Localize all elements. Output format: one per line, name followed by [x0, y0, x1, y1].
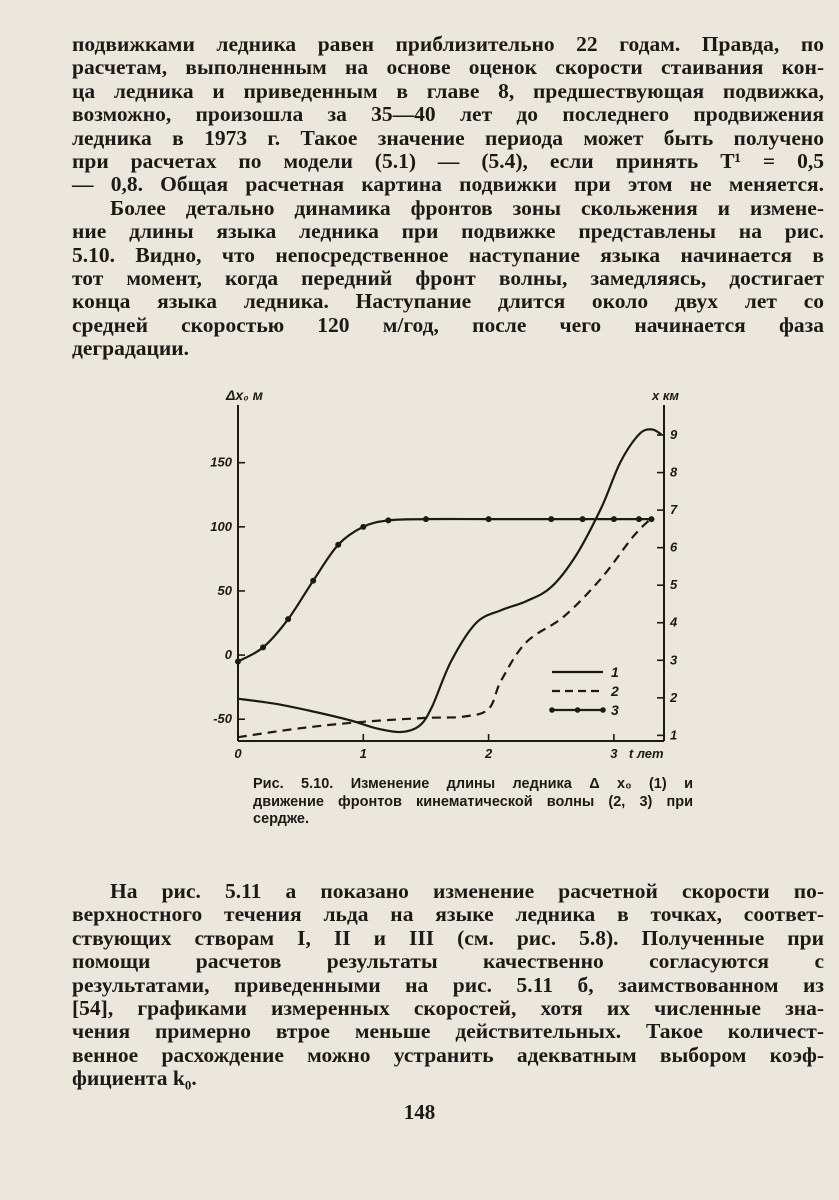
- legend-label-3: 3: [611, 702, 619, 718]
- series-3-point: [385, 517, 391, 523]
- series-3-point: [235, 658, 241, 664]
- text-line: ние длины языка ледника при подвижке представлены на рис.: [72, 219, 824, 244]
- text-line: 5.10. Видно, что непосредственное наступание языка начинается в: [72, 242, 824, 267]
- text-line: средней скоростью 120 м/год, после чего начинается фаза: [72, 312, 824, 337]
- text-line: возможно, произошла за 35—40 лет до последнего продвижения: [72, 102, 824, 127]
- text-line: — 0,8. Общая расчетная картина подвижки при этом не меняется.: [72, 172, 824, 197]
- series-3-point: [423, 516, 429, 522]
- text-line: тот момент, когда передний фронт волны, замедляясь, достигает: [72, 266, 824, 291]
- text-line: помощи расчетов результаты качественно согласуются с: [72, 949, 824, 974]
- series-3-point: [636, 516, 642, 522]
- legend-label-2: 2: [611, 683, 619, 699]
- chart-ticks: [210, 427, 678, 761]
- text-line: венное расхождение можно устранить адекватным выбором коэф-: [72, 1042, 824, 1067]
- legend-label-1: 1: [611, 664, 619, 680]
- text-line: ствующих створам I, II и III (см. рис. 5.8). Полученные при: [72, 925, 824, 950]
- right-tick-label: 1: [670, 727, 678, 743]
- figure-5-10-chart: [200, 385, 700, 785]
- text-line: при расчетах по модели (5.1) — (5.4), если принять T¹ = 0,5: [72, 149, 824, 174]
- y-right-label: x км: [652, 388, 680, 403]
- x-tick-label: 3: [610, 746, 618, 761]
- legend-marker: [575, 707, 581, 713]
- series-3-point: [335, 542, 341, 548]
- y-left-label: Δx₀ м: [226, 387, 263, 403]
- left-tick-label: 150: [210, 454, 232, 470]
- text-line: конца языка ледника. Наступание длится около двух лет со: [72, 289, 824, 314]
- paragraph-2: [72, 880, 824, 1091]
- text-line: На рис. 5.11 а показано изменение расчетной скорости по-: [110, 879, 824, 903]
- paragraph-1: [72, 33, 824, 361]
- text-line: верхностного течения льда на языке ледника в точках, соответ-: [72, 902, 824, 927]
- text-line: подвижками ледника равен приблизительно 22 годам. Правда, по: [72, 32, 824, 56]
- figure-caption: [253, 776, 693, 829]
- left-tick-label: 0: [224, 647, 232, 663]
- series-3-point: [360, 524, 366, 530]
- legend-marker: [600, 707, 606, 713]
- series-3-point: [548, 516, 554, 522]
- page-number: 148: [403, 1100, 436, 1124]
- x-tick-label: 0: [234, 746, 242, 761]
- text-line: расчетам, выполненным на основе оценок скорости стаивания кон-: [72, 55, 824, 80]
- text-line: ца ледника и приведенным в главе 8, предшествующая подвижка,: [72, 78, 824, 103]
- text-line: результатами, приведенными на рис. 5.11 б, заимствованном из: [72, 972, 824, 997]
- caption-line: сердже.: [253, 811, 310, 827]
- right-tick-label: 2: [670, 689, 678, 705]
- series-3-point: [260, 644, 266, 650]
- series-2-line: [238, 520, 649, 737]
- x-tick-label: 2: [484, 746, 493, 761]
- text-line: деградации.: [72, 336, 190, 361]
- series-3-point: [285, 616, 291, 622]
- x-tick-label: 1: [359, 746, 367, 761]
- right-tick-label: 5: [670, 577, 678, 593]
- text-line: ледника в 1973 г. Такое значение периода может быть получено: [72, 125, 824, 150]
- left-tick-label: 50: [217, 582, 232, 598]
- chart-legend: [549, 664, 619, 718]
- right-tick-label: 7: [670, 502, 678, 518]
- left-tick-label: 100: [210, 518, 232, 534]
- right-tick-label: 9: [670, 427, 678, 443]
- caption-line: Рис. 5.10. Изменение длины ледника Δ x₀ (1) и: [253, 776, 693, 792]
- right-tick-label: 4: [670, 614, 678, 630]
- series-3-point: [486, 516, 492, 522]
- series-3-point: [648, 516, 654, 522]
- text-line: чения примерно втрое меньше действительных. Такое количест-: [72, 1019, 824, 1044]
- legend-marker: [549, 707, 555, 713]
- text-line: Более детально динамика фронтов зоны скольжения и измене-: [110, 195, 824, 220]
- series-3-point: [611, 516, 617, 522]
- right-tick-label: 6: [670, 539, 678, 555]
- right-tick-label: 8: [670, 464, 678, 480]
- text-line: [54], графиками измеренных скоростей, хотя их численные зна-: [72, 996, 824, 1021]
- series-3-point: [310, 578, 316, 584]
- x-axis-label: t лет: [628, 746, 664, 761]
- right-tick-label: 3: [670, 652, 678, 668]
- series-3-point: [580, 516, 586, 522]
- caption-line: движение фронтов кинематической волны (2, 3) при: [253, 793, 693, 810]
- text-line: фициента k₀.: [72, 1066, 197, 1091]
- left-tick-label: -50: [213, 711, 232, 727]
